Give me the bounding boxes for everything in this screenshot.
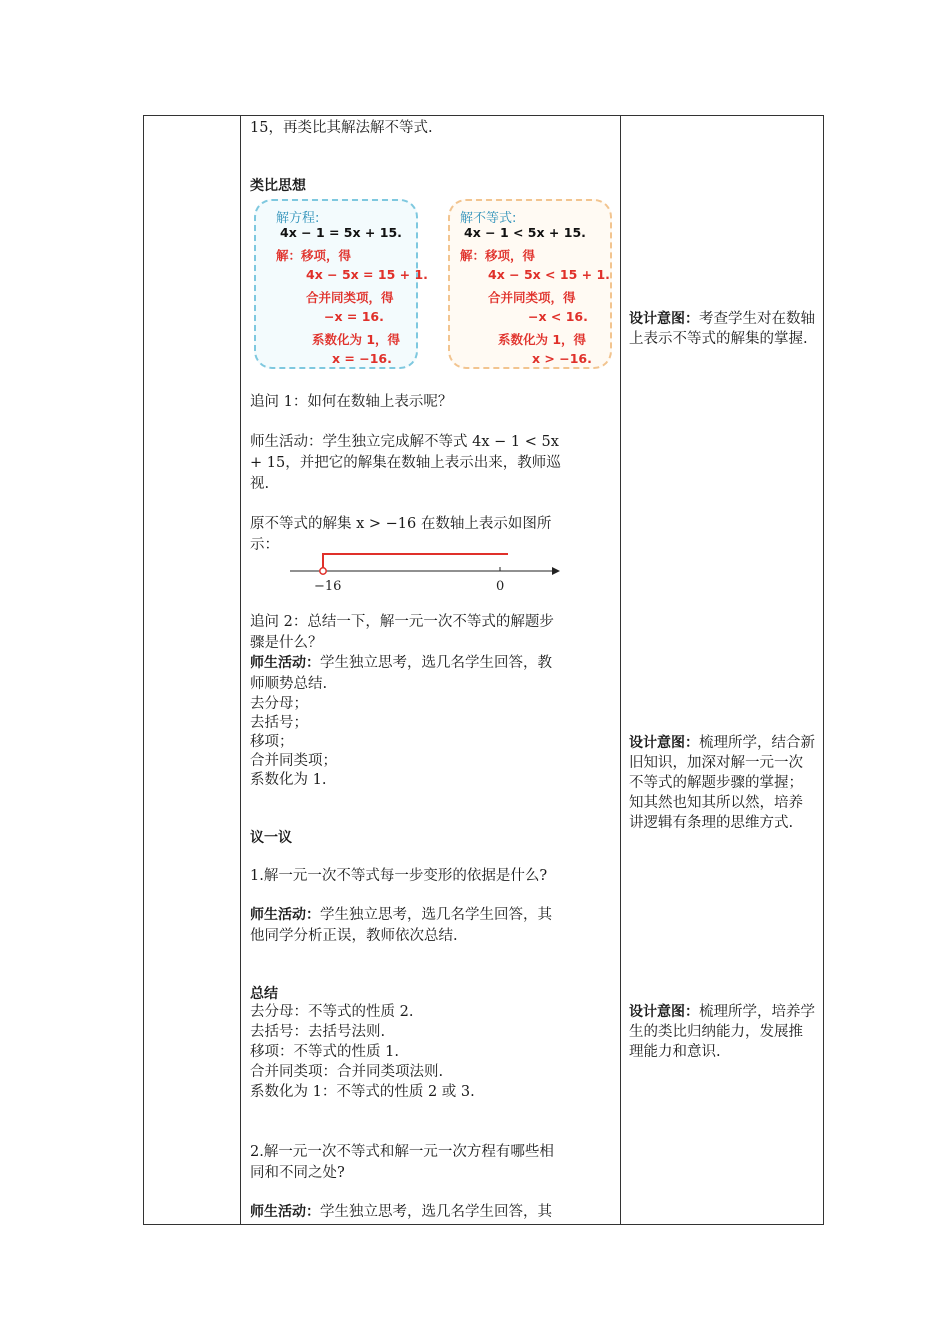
equation-box bbox=[254, 199, 428, 369]
followup-2-line: 骤是什么？ bbox=[250, 635, 323, 651]
design-note-1 bbox=[629, 309, 817, 349]
open-circle-point bbox=[320, 568, 326, 574]
question-2-line: 2.解一元一次不等式和解一元一次方程有哪些相 bbox=[250, 1144, 554, 1160]
design-note-3 bbox=[629, 1002, 817, 1062]
step-item: 系数化为 1. bbox=[250, 772, 327, 788]
question-2-line: 同和不同之处? bbox=[250, 1165, 345, 1181]
design-note-3-label: 设计意图： bbox=[629, 1004, 699, 1020]
activity-1-line: + 15，并把它的解集在数轴上表示出来，教师巡 bbox=[250, 455, 561, 471]
equation-line: 4x − 1 = 5x + 15. bbox=[280, 225, 402, 240]
equation-line: −x = 16. bbox=[324, 309, 384, 324]
inequality-line: 解：移项，得 bbox=[460, 248, 536, 263]
column-divider-left bbox=[240, 116, 241, 1224]
equation-line: 解：移项，得 bbox=[276, 248, 352, 263]
summary-heading: 总结 bbox=[250, 986, 278, 1002]
design-note-1-text: 考查学生对在数轴上表示不等式的解集的掌握. bbox=[629, 311, 815, 347]
number-line-arrow bbox=[552, 567, 560, 575]
step-item: 去分母； bbox=[250, 696, 308, 712]
activity-4 bbox=[250, 1202, 552, 1222]
equation-line: 4x − 5x = 15 + 1. bbox=[306, 267, 428, 282]
summary-item: 去括号：去括号法则. bbox=[250, 1024, 386, 1040]
activity-4-label: 师生活动： bbox=[250, 1204, 320, 1220]
activity-2-line: 师顺势总结. bbox=[250, 676, 328, 692]
intro-line: 15，再类比其解法解不等式. bbox=[250, 120, 433, 136]
number-line bbox=[290, 548, 570, 594]
solution-line: 示： bbox=[250, 537, 279, 553]
equation-line: x = −16. bbox=[332, 351, 392, 366]
design-note-2-text: 梳理所学，结合新旧知识，加深对解一元一次不等式的解题步骤的掌握；知其然也知其所以然，培养讲逻辑有条理的思维方式. bbox=[629, 735, 815, 831]
equation-line: 系数化为 1，得 bbox=[312, 332, 401, 347]
activity-3 bbox=[250, 905, 552, 925]
side-column bbox=[629, 116, 817, 1224]
inequality-line: 系数化为 1，得 bbox=[498, 332, 587, 347]
activity-2-text: 学生独立思考，选几名学生回答，教 bbox=[320, 655, 552, 671]
activity-3-line: 他同学分析正误，教师依次总结. bbox=[250, 928, 458, 944]
summary-item: 合并同类项：合并同类项法则. bbox=[250, 1064, 444, 1080]
summary-item: 移项：不等式的性质 1. bbox=[250, 1044, 399, 1060]
step-item: 移项； bbox=[250, 734, 294, 750]
analogy-heading: 类比思想 bbox=[250, 178, 306, 194]
column-divider-right bbox=[620, 116, 621, 1224]
equation-box-title: 解方程: bbox=[276, 211, 320, 226]
activity-3-text: 学生独立思考，选几名学生回答，其 bbox=[320, 907, 552, 923]
discuss-heading: 议一议 bbox=[250, 830, 292, 846]
inequality-line: x > −16. bbox=[532, 351, 592, 366]
inequality-line: 4x − 5x < 15 + 1. bbox=[488, 267, 610, 282]
inequality-line: 4x − 1 < 5x + 15. bbox=[464, 225, 586, 240]
solution-line: 原不等式的解集 x > −16 在数轴上表示如图所 bbox=[250, 516, 552, 532]
inequality-box bbox=[448, 199, 612, 369]
activity-1-line: 视. bbox=[250, 476, 270, 492]
equation-line: 合并同类项，得 bbox=[306, 290, 394, 305]
step-item: 合并同类项； bbox=[250, 753, 337, 769]
activity-2-label: 师生活动： bbox=[250, 655, 320, 671]
inequality-box-title: 解不等式: bbox=[460, 211, 517, 226]
summary-item: 去分母：不等式的性质 2. bbox=[250, 1004, 414, 1020]
followup-1: 追问 1：如何在数轴上表示呢？ bbox=[250, 394, 453, 410]
inequality-line: 合并同类项，得 bbox=[488, 290, 576, 305]
lesson-table bbox=[143, 115, 824, 1225]
summary-item: 系数化为 1：不等式的性质 2 或 3. bbox=[250, 1084, 475, 1100]
question-1: 1.解一元一次不等式每一步变形的依据是什么? bbox=[250, 868, 548, 884]
activity-2 bbox=[250, 653, 552, 673]
followup-2-line: 追问 2：总结一下，解一元一次不等式的解题步 bbox=[250, 614, 554, 630]
inequality-line: −x < 16. bbox=[528, 309, 588, 324]
design-note-2-label: 设计意图： bbox=[629, 735, 699, 751]
design-note-3-text: 梳理所学，培养学生的类比归纳能力，发展推理能力和意识. bbox=[629, 1004, 815, 1060]
step-item: 去括号； bbox=[250, 715, 308, 731]
activity-1-line: 师生活动：学生独立完成解不等式 4x − 1 < 5x bbox=[250, 434, 559, 450]
design-note-2 bbox=[629, 733, 817, 833]
activity-4-text: 学生独立思考，选几名学生回答，其 bbox=[320, 1204, 552, 1220]
zero-tick-label: 0 bbox=[496, 579, 505, 594]
activity-3-label: 师生活动： bbox=[250, 907, 320, 923]
left-tick-label: −16 bbox=[314, 579, 342, 594]
design-note-1-label: 设计意图： bbox=[629, 311, 699, 327]
main-column bbox=[250, 116, 618, 1224]
